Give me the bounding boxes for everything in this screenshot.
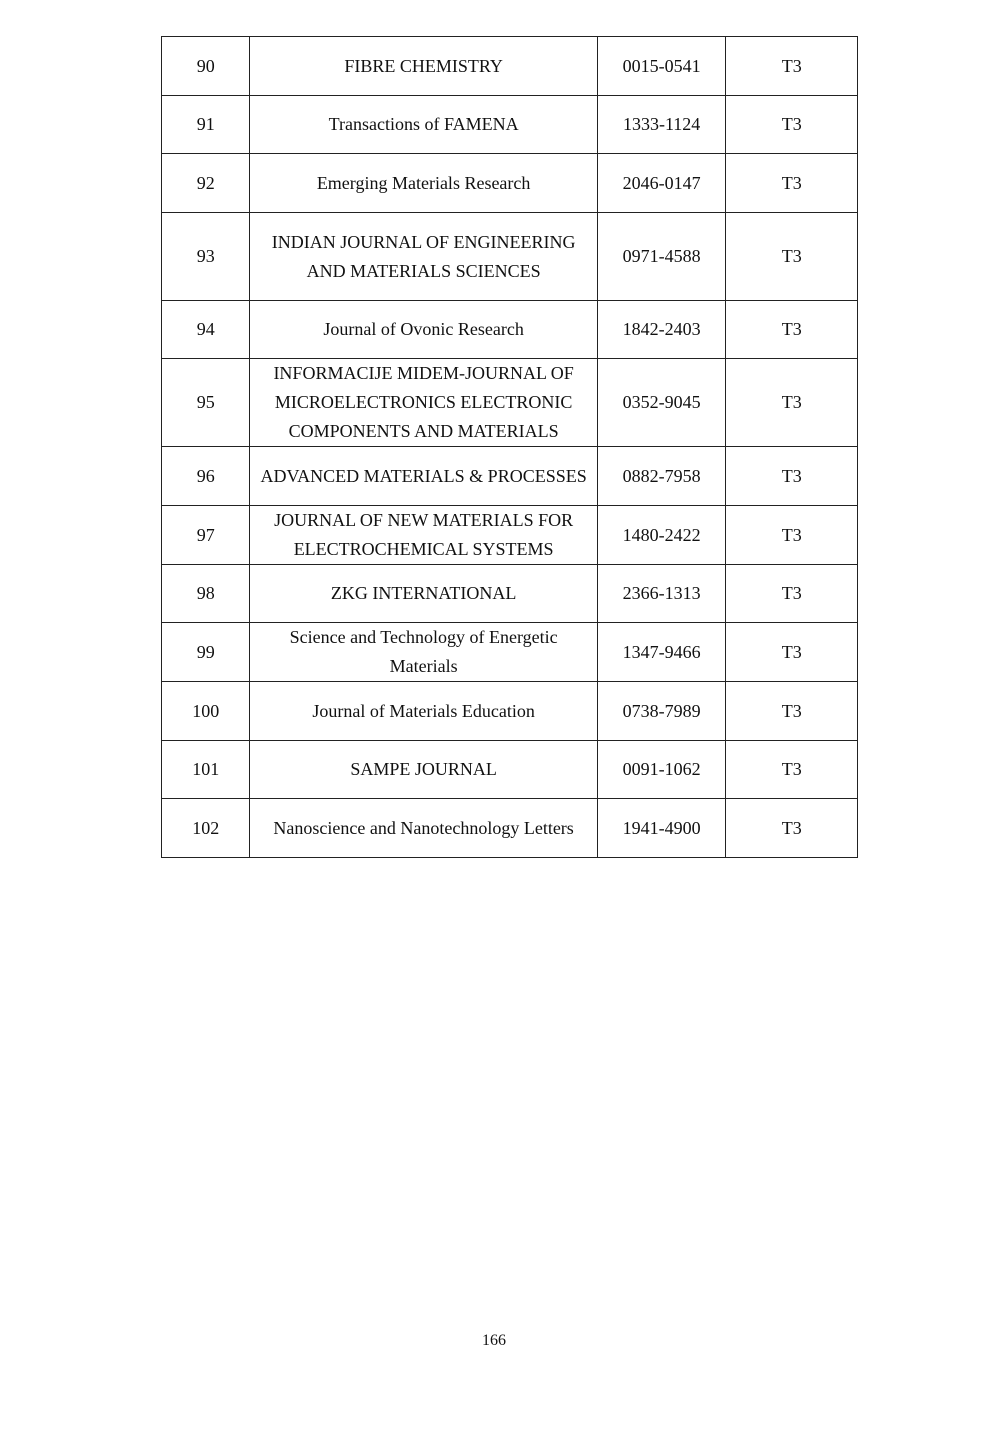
table-row — [162, 682, 858, 741]
table-row — [162, 213, 858, 301]
journal-issn: 2046-0147 — [597, 154, 726, 213]
journal-list-table — [161, 36, 858, 858]
journal-tier: T3 — [726, 213, 858, 301]
table-row — [162, 96, 858, 154]
row-number: 102 — [162, 799, 250, 858]
journal-issn: 1941-4900 — [597, 799, 726, 858]
journal-title: Journal of Ovonic Research — [250, 301, 597, 359]
row-number: 99 — [162, 623, 250, 682]
journal-title: FIBRE CHEMISTRY — [250, 37, 597, 96]
row-number: 91 — [162, 96, 250, 154]
journal-issn: 0971-4588 — [597, 213, 726, 301]
journal-tier: T3 — [726, 301, 858, 359]
table-row — [162, 506, 858, 565]
row-number: 94 — [162, 301, 250, 359]
journal-tier: T3 — [726, 741, 858, 799]
page-number: 166 — [482, 1332, 506, 1349]
journal-title: Nanoscience and Nanotechnology Letters — [250, 799, 597, 858]
journal-tier: T3 — [726, 37, 858, 96]
row-number: 96 — [162, 447, 250, 506]
journal-issn: 0015-0541 — [597, 37, 726, 96]
journal-title: Science and Technology of Energetic Materials — [250, 623, 597, 682]
row-number: 100 — [162, 682, 250, 741]
journal-title: SAMPE JOURNAL — [250, 741, 597, 799]
journal-tier: T3 — [726, 682, 858, 741]
journal-tier: T3 — [726, 154, 858, 213]
row-number: 92 — [162, 154, 250, 213]
journal-issn: 0352-9045 — [597, 359, 726, 447]
journal-tier: T3 — [726, 359, 858, 447]
table-row — [162, 154, 858, 213]
journal-title: ZKG INTERNATIONAL — [250, 565, 597, 623]
journal-tier: T3 — [726, 96, 858, 154]
row-number: 98 — [162, 565, 250, 623]
journal-tier: T3 — [726, 506, 858, 565]
journal-tier: T3 — [726, 447, 858, 506]
journal-title: JOURNAL OF NEW MATERIALS FOR ELECTROCHEMICAL SYSTEMS — [250, 506, 597, 565]
row-number: 95 — [162, 359, 250, 447]
journal-title: Journal of Materials Education — [250, 682, 597, 741]
journal-tier: T3 — [726, 623, 858, 682]
row-number: 90 — [162, 37, 250, 96]
journal-issn: 0091-1062 — [597, 741, 726, 799]
journal-issn: 1842-2403 — [597, 301, 726, 359]
journal-issn: 0882-7958 — [597, 447, 726, 506]
journal-tier: T3 — [726, 799, 858, 858]
journal-tier: T3 — [726, 565, 858, 623]
journal-title: ADVANCED MATERIALS & PROCESSES — [250, 447, 597, 506]
table-row — [162, 301, 858, 359]
journal-table-body — [162, 37, 858, 858]
journal-title: INDIAN JOURNAL OF ENGINEERING AND MATERIALS SCIENCES — [250, 213, 597, 301]
table-row — [162, 799, 858, 858]
row-number: 93 — [162, 213, 250, 301]
journal-title: Emerging Materials Research — [250, 154, 597, 213]
table-row — [162, 359, 858, 447]
journal-issn: 0738-7989 — [597, 682, 726, 741]
journal-issn: 1333-1124 — [597, 96, 726, 154]
table-row — [162, 447, 858, 506]
table-row — [162, 623, 858, 682]
table-row — [162, 37, 858, 96]
journal-title: Transactions of FAMENA — [250, 96, 597, 154]
table-row — [162, 741, 858, 799]
table-row — [162, 565, 858, 623]
row-number: 101 — [162, 741, 250, 799]
journal-issn: 1480-2422 — [597, 506, 726, 565]
row-number: 97 — [162, 506, 250, 565]
journal-issn: 1347-9466 — [597, 623, 726, 682]
journal-issn: 2366-1313 — [597, 565, 726, 623]
journal-title: INFORMACIJE MIDEM-JOURNAL OF MICROELECTRONICS ELECTRONIC COMPONENTS AND MATERIALS — [250, 359, 597, 447]
